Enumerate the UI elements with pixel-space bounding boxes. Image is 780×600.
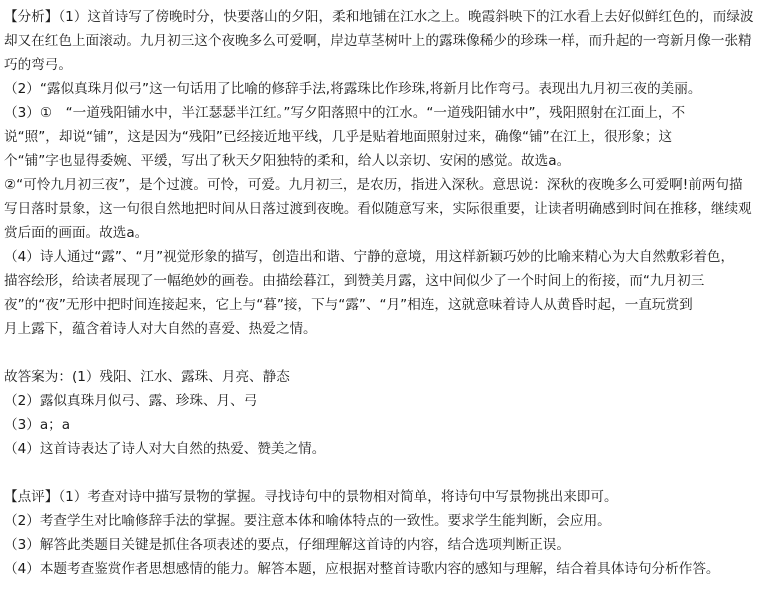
analysis-line: 描容绘形，给读者展现了一幅绝妙的画卷。由描绘暮江，到赞美月露，这中间似少了一个时间上的衔接，而“九月初三 [4, 273, 705, 289]
analysis-line: 月上露下，蕴含着诗人对大自然的喜爱、热爱之情。 [4, 321, 317, 337]
spacer [4, 341, 776, 365]
analysis-line: 巧的弯弓。 [4, 57, 72, 73]
answer-line: （4）这首诗表达了诗人对大自然的热爱、赞美之情。 [4, 441, 326, 457]
analysis-line: 赏后面的画面。故选a。 [4, 225, 149, 241]
analysis-line: 说“照”，却说“铺”，这是因为“残阳”已经接近地平线，几乎是贴着地面照射过来，确像“铺”在江上，很形象；这 [4, 129, 673, 145]
answer-line: 故答案为：(1）残阳、江水、露珠、月亮、静态 [4, 369, 290, 385]
analysis-line: （4）诗人通过“露”、“月”视觉形象的描写，创造出和谐、宁静的意境，用这样新颖巧妙的比喻来精心为大自然敷彩着色， [4, 249, 735, 265]
spacer [4, 461, 776, 485]
analysis-line: ②“可怜九月初三夜”，是个过渡。可怜，可爱。九月初三，是农历，指进入深秋。意思说：深秋的夜晚多么可爱啊!前两句描 [4, 177, 743, 193]
analysis-line: 写日落时景象，这一句很自然地把时间从日落过渡到夜晚。看似随意写来，实际很重要，让读者明确感到时间在推移，继续观 [4, 201, 752, 217]
analysis-section [4, 5, 776, 341]
analysis-line: （3）① “一道残阳铺水中，半江瑟瑟半江红。”写夕阳落照中的江水。“一道残阳铺水中”，残阳照射在江面上，不 [4, 105, 686, 121]
comment-line: （4）本题考查鉴赏作者思想感情的能力。解答本题，应根据对整首诗歌内容的感知与理解，结合着具体诗句分析作答。 [4, 561, 720, 577]
analysis-line: （2）“露似真珠月似弓”这一句话用了比喻的修辞手法,将露珠比作珍珠,将新月比作弯弓。表现出九月初三夜的美丽。 [4, 81, 702, 97]
analysis-line: 【分析】（1）这首诗写了傍晚时分，快要落山的夕阳，柔和地铺在江水之上。晚霞斜映下的江水看上去好似鲜红色的，而绿波 [4, 9, 754, 25]
analysis-line: 却又在红色上面滚动。九月初三这个夜晚多么可爱啊，岸边草茎树叶上的露珠像稀少的珍珠一样，而升起的一弯新月像一张精 [4, 33, 752, 49]
comment-line: （3）解答此类题目关键是抓住各项表述的要点，仔细理解这首诗的内容，结合选项判断正误。 [4, 537, 570, 553]
analysis-line: 个“铺”字也显得委婉、平缓，写出了秋天夕阳独特的柔和，给人以亲切、安闲的感觉。故选a。 [4, 153, 571, 169]
comment-line: （2）考查学生对比喻修辞手法的掌握。要注意本体和喻体特点的一致性。要求学生能判断，会应用。 [4, 513, 611, 529]
analysis-line: 夜”的“夜”无形中把时间连接起来，它上与“暮”接，下与“露”、“月”相连，这就意味着诗人从黄昏时起，一直玩赏到 [4, 297, 693, 313]
comment-section [4, 485, 776, 581]
comment-line: 【点评】（1）考查对诗中描写景物的掌握。寻找诗句中的景物相对简单，将诗句中写景物挑出来即可。 [4, 489, 618, 505]
answer-line: （2）露似真珠月似弓、露、珍珠、月、弓 [4, 393, 258, 409]
answer-section [4, 365, 776, 461]
answer-line: （3）a；a [4, 417, 71, 433]
